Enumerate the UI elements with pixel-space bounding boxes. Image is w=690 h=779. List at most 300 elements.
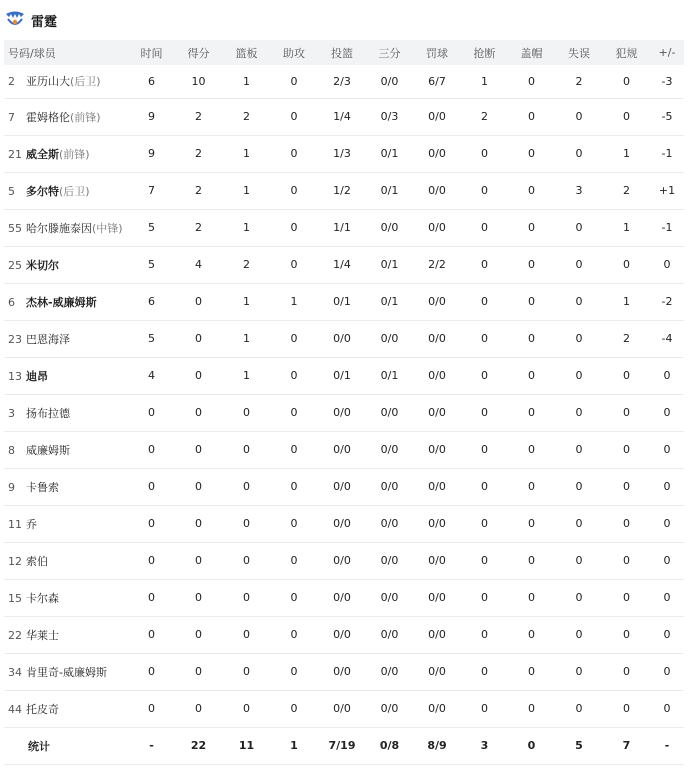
player-cell xyxy=(4,357,129,394)
table-row xyxy=(4,172,684,209)
stat-cell: 0/0 xyxy=(380,591,399,604)
player-name-link[interactable]: 亚历山大 xyxy=(26,75,70,89)
stat-cell: -4 xyxy=(661,332,673,345)
stat-cell: 0/0 xyxy=(333,665,351,678)
stat-cell: 0 xyxy=(623,665,630,678)
stat-cell: 0 xyxy=(528,369,535,382)
player-number: 2 xyxy=(8,75,15,89)
stat-cell: 0 xyxy=(290,665,298,678)
table-row xyxy=(4,246,684,283)
stat-cell: 0 xyxy=(575,628,583,641)
player-cell xyxy=(4,98,129,135)
stat-cell: 9 xyxy=(148,147,155,160)
stat-cell: 0 xyxy=(243,702,250,715)
player-name-link[interactable]: 肯里奇-威廉姆斯 xyxy=(26,665,107,679)
column-header-player[interactable]: 号码/球员 xyxy=(8,46,56,60)
stat-cell: 0 xyxy=(528,591,535,604)
stat-cell: 0 xyxy=(663,554,671,567)
column-header[interactable]: 盖帽 xyxy=(520,46,543,60)
stat-cell: 0 xyxy=(290,258,298,271)
stat-cell: 0 xyxy=(195,295,202,308)
stat-cell: 0 xyxy=(575,258,583,271)
stat-cell: 0/0 xyxy=(428,295,446,308)
stat-cell: -5 xyxy=(661,110,673,123)
stat-cell: 1/1 xyxy=(333,221,351,234)
player-position: (后卫) xyxy=(70,75,101,89)
stat-cell: 0 xyxy=(528,110,535,123)
stat-cell: 1 xyxy=(243,369,250,382)
total-stat-cell: 0/8 xyxy=(379,739,400,752)
stat-cell: 0 xyxy=(575,702,583,715)
player-number: 23 xyxy=(8,332,22,346)
stat-cell: 0 xyxy=(195,665,202,678)
stat-cell: 0 xyxy=(290,480,298,493)
column-header[interactable]: 投篮 xyxy=(331,46,353,60)
stat-cell: 0/1 xyxy=(333,369,351,382)
stat-cell: 1 xyxy=(243,295,250,308)
total-stat-cell: 3 xyxy=(480,739,489,752)
player-name-link[interactable]: 霍姆格伦 xyxy=(26,110,70,124)
stat-cell: 1 xyxy=(481,74,488,88)
stat-cell: 0/1 xyxy=(380,369,399,382)
stat-cell: 0/0 xyxy=(428,665,446,678)
stat-cell: 0 xyxy=(575,332,583,345)
stat-cell: 3 xyxy=(575,184,583,197)
stat-cell: 0/0 xyxy=(333,591,351,604)
stat-cell: 0 xyxy=(663,665,671,678)
stat-cell: 1 xyxy=(290,295,298,308)
stat-cell: -2 xyxy=(661,295,673,308)
stat-cell: 1 xyxy=(623,295,630,308)
stat-cell: 0 xyxy=(481,295,488,308)
table-row xyxy=(4,320,684,357)
stat-cell: 0 xyxy=(195,702,202,715)
table-row xyxy=(4,505,684,542)
stat-cell: 5 xyxy=(148,258,155,271)
player-name-link[interactable]: 哈尔滕施泰因 xyxy=(26,221,92,235)
stat-cell: 0 xyxy=(148,554,155,567)
stat-cell: 0 xyxy=(623,702,630,715)
column-header[interactable]: 罚球 xyxy=(426,46,448,60)
player-number: 9 xyxy=(8,480,15,494)
column-header[interactable]: 时间 xyxy=(140,46,163,60)
total-stat-cell: 22 xyxy=(190,739,207,752)
stat-cell: 0 xyxy=(575,665,583,678)
stat-cell: 0 xyxy=(575,554,583,567)
table-row xyxy=(4,357,684,394)
stat-cell: 0/0 xyxy=(428,332,446,345)
stat-cell: 0 xyxy=(528,665,535,678)
stat-cell: 0 xyxy=(195,406,202,419)
stat-cell: 0 xyxy=(481,258,488,271)
column-header[interactable]: 助攻 xyxy=(283,46,305,60)
stat-cell: 0 xyxy=(195,591,202,604)
stat-cell: 0/3 xyxy=(380,110,399,123)
player-number: 25 xyxy=(8,258,22,272)
table-row xyxy=(4,468,684,505)
stat-cell: 2/2 xyxy=(428,258,446,271)
stat-cell: 2 xyxy=(195,147,202,160)
stat-cell: 0 xyxy=(481,554,488,567)
stat-cell: 0 xyxy=(528,295,535,308)
stat-cell: 0/0 xyxy=(333,517,351,530)
column-header[interactable]: 失误 xyxy=(568,46,590,60)
player-number: 13 xyxy=(8,369,22,383)
stat-cell: 0/0 xyxy=(380,554,399,567)
table-row xyxy=(4,616,684,653)
stat-cell: 0 xyxy=(575,110,583,123)
player-cell xyxy=(4,209,129,246)
stat-cell: 0 xyxy=(195,480,202,493)
stat-cell: 0 xyxy=(575,221,583,234)
total-stat-cell: - xyxy=(664,739,670,752)
stat-cell: 0/0 xyxy=(380,74,399,88)
stat-cell: 0 xyxy=(575,369,583,382)
player-number: 21 xyxy=(8,147,22,161)
stat-cell: 1 xyxy=(243,332,250,345)
stat-cell: 0/0 xyxy=(380,665,399,678)
player-name-link[interactable]: 米切尔 xyxy=(26,258,59,272)
stat-cell: 0 xyxy=(148,702,155,715)
stat-cell: 0 xyxy=(528,332,535,345)
stat-cell: 0 xyxy=(290,221,298,234)
stat-cell: 0 xyxy=(528,628,535,641)
table-header-row xyxy=(4,40,684,65)
stat-cell: 0/0 xyxy=(333,443,351,456)
stat-cell: 0 xyxy=(243,517,250,530)
player-number: 15 xyxy=(8,591,22,605)
stat-cell: 0 xyxy=(481,628,488,641)
stat-cell: 0/0 xyxy=(428,369,446,382)
stat-cell: 0/0 xyxy=(428,147,446,160)
player-cell xyxy=(4,135,129,172)
stat-cell: 10 xyxy=(191,74,206,88)
stat-cell: 0 xyxy=(243,480,250,493)
player-name-link[interactable]: 迪昂 xyxy=(26,369,48,383)
stat-cell: 0/0 xyxy=(428,443,446,456)
table-row xyxy=(4,690,684,727)
stat-cell: 0 xyxy=(623,406,630,419)
stat-cell: 0 xyxy=(663,480,671,493)
stat-cell: 1/3 xyxy=(333,147,351,160)
player-cell xyxy=(4,394,129,431)
stat-cell: 0/0 xyxy=(428,628,446,641)
stat-cell: 0 xyxy=(148,517,155,530)
stat-cell: 2 xyxy=(623,184,630,197)
player-number: 6 xyxy=(8,295,15,309)
player-number: 55 xyxy=(8,221,22,235)
stat-cell: 0 xyxy=(481,480,488,493)
stat-cell: 0 xyxy=(663,443,671,456)
stat-cell: 0/1 xyxy=(380,295,399,308)
table-row xyxy=(4,209,684,246)
stat-cell: 0 xyxy=(290,628,298,641)
table-row xyxy=(4,579,684,616)
stat-cell: 0 xyxy=(243,628,250,641)
total-stat-cell: 1 xyxy=(290,739,298,752)
player-name-link[interactable]: 多尔特 xyxy=(26,184,59,198)
player-cell xyxy=(4,172,129,209)
stat-cell: 0 xyxy=(528,258,535,271)
player-cell xyxy=(4,65,129,98)
player-number: 5 xyxy=(8,184,15,198)
stat-cell: 0/0 xyxy=(380,628,399,641)
stat-cell: 2 xyxy=(243,258,250,271)
stat-cell: 0/0 xyxy=(333,406,351,419)
player-number: 34 xyxy=(8,665,22,679)
player-position: (前锋) xyxy=(70,110,101,124)
stat-cell: 0 xyxy=(575,443,583,456)
stat-cell: 0 xyxy=(290,332,298,345)
totals-label: 统计 xyxy=(28,739,50,753)
team-header xyxy=(0,0,690,38)
stat-cell: 0 xyxy=(528,554,535,567)
table-row xyxy=(4,431,684,468)
stat-cell: 0 xyxy=(290,554,298,567)
player-name-link[interactable]: 华莱士 xyxy=(26,628,59,642)
table-row xyxy=(4,135,684,172)
stat-cell: 0 xyxy=(243,665,250,678)
stat-cell: 0 xyxy=(290,369,298,382)
player-cell xyxy=(4,320,129,357)
stat-cell: 0 xyxy=(481,443,488,456)
stat-cell: 0 xyxy=(528,184,535,197)
stat-cell: 0 xyxy=(663,702,671,715)
stat-cell: 0 xyxy=(290,184,298,197)
stat-cell: 1 xyxy=(243,184,250,197)
stat-cell: 1 xyxy=(623,147,630,160)
stat-cell: 0/0 xyxy=(380,702,399,715)
stat-cell: 0/0 xyxy=(380,480,399,493)
table-row xyxy=(4,283,684,320)
stat-cell: 2 xyxy=(481,110,488,123)
total-stat-cell: 8/9 xyxy=(427,739,447,752)
stat-cell: 0 xyxy=(623,443,630,456)
stat-cell: 0 xyxy=(195,517,202,530)
stat-cell: 2 xyxy=(195,110,202,123)
stat-cell: 0 xyxy=(663,517,671,530)
player-name-link[interactable]: 乔 xyxy=(26,517,37,531)
stat-cell: 9 xyxy=(148,110,155,123)
stat-cell: 0 xyxy=(575,147,583,160)
table-row xyxy=(4,653,684,690)
stat-cell: 0 xyxy=(481,369,488,382)
stat-cell: 0/0 xyxy=(428,406,446,419)
player-name-link[interactable]: 威全斯 xyxy=(26,147,59,161)
stat-cell: 6/7 xyxy=(428,74,446,88)
stat-cell: 6 xyxy=(148,74,155,88)
stat-cell: 0 xyxy=(481,221,488,234)
stat-cell: 0/1 xyxy=(380,258,399,271)
stat-cell: 2 xyxy=(195,184,202,197)
player-position: (后卫) xyxy=(59,184,90,198)
stat-cell: 6 xyxy=(148,295,155,308)
stat-cell: 1/4 xyxy=(333,258,351,271)
stat-cell: 0/0 xyxy=(333,480,351,493)
stat-cell: 0 xyxy=(528,406,535,419)
total-stat-cell: 11 xyxy=(238,739,255,752)
player-name-link[interactable]: 巴恩海泽 xyxy=(26,332,70,346)
stat-cell: 0 xyxy=(575,480,583,493)
stat-cell: 0/0 xyxy=(380,221,399,234)
stat-cell: 0 xyxy=(575,591,583,604)
stat-cell: 0 xyxy=(528,702,535,715)
stat-cell: 0/0 xyxy=(428,554,446,567)
player-cell xyxy=(4,431,129,468)
total-stat-cell: 7/19 xyxy=(328,739,356,752)
player-name-link[interactable]: 卡鲁索 xyxy=(26,480,59,494)
totals-row xyxy=(4,727,684,764)
stat-cell: 0 xyxy=(195,554,202,567)
stat-cell: 0 xyxy=(663,258,671,271)
player-cell xyxy=(4,246,129,283)
stat-cell: 0/0 xyxy=(428,591,446,604)
column-header[interactable]: 得分 xyxy=(187,46,210,60)
stat-cell: 0/0 xyxy=(428,517,446,530)
stat-cell: 4 xyxy=(148,369,155,382)
stat-cell: 2 xyxy=(623,332,630,345)
player-cell xyxy=(4,579,129,616)
stat-cell: 0 xyxy=(243,406,250,419)
stat-cell: 0/0 xyxy=(380,406,399,419)
stat-cell: 0 xyxy=(195,332,202,345)
team-name: 雷霆 xyxy=(31,15,58,30)
boxscore-table xyxy=(4,40,684,765)
stat-cell: 0/0 xyxy=(428,110,446,123)
stat-cell: 0 xyxy=(481,702,488,715)
stat-cell: 0 xyxy=(290,591,298,604)
player-cell xyxy=(4,283,129,320)
player-name-link[interactable]: 扬布拉德 xyxy=(26,406,70,420)
player-number: 11 xyxy=(8,517,22,531)
stat-cell: 2/3 xyxy=(333,74,351,88)
stat-cell: 0 xyxy=(575,517,583,530)
stat-cell: 0 xyxy=(623,480,630,493)
column-header[interactable]: 犯规 xyxy=(615,46,638,60)
player-number: 7 xyxy=(8,110,15,124)
player-cell xyxy=(4,690,129,727)
stat-cell: 0 xyxy=(623,74,630,88)
stat-cell: 0 xyxy=(623,110,630,123)
player-name-link[interactable]: 威廉姆斯 xyxy=(26,443,70,457)
stat-cell: 0 xyxy=(663,628,671,641)
stat-cell: 7 xyxy=(148,184,155,197)
stat-cell: 0/1 xyxy=(380,184,399,197)
player-number: 22 xyxy=(8,628,22,642)
stat-cell: 0 xyxy=(290,74,298,88)
stat-cell: 1/4 xyxy=(333,110,351,123)
stat-cell: 2 xyxy=(195,221,202,234)
column-header[interactable]: 篮板 xyxy=(235,46,258,60)
player-name-link[interactable]: 托皮奇 xyxy=(26,702,59,716)
stat-cell: 0 xyxy=(290,406,298,419)
stat-cell: 1/2 xyxy=(333,184,351,197)
stat-cell: 0/1 xyxy=(380,147,399,160)
stat-cell: 0 xyxy=(623,517,630,530)
player-position: (中锋) xyxy=(92,221,123,235)
table-row xyxy=(4,542,684,579)
stat-cell: 0 xyxy=(148,443,155,456)
total-stat-cell: - xyxy=(149,739,154,752)
stat-cell: 0/0 xyxy=(333,554,351,567)
player-name-link[interactable]: 杰林-威廉姆斯 xyxy=(26,295,97,309)
column-header[interactable]: 抢断 xyxy=(473,46,496,60)
stat-cell: 0 xyxy=(575,406,583,419)
stat-cell: -3 xyxy=(661,74,673,88)
stat-cell: 0 xyxy=(290,517,298,530)
player-name-link[interactable]: 卡尔森 xyxy=(26,591,59,605)
stat-cell: 4 xyxy=(195,258,202,271)
stat-cell: 0 xyxy=(528,480,535,493)
stat-cell: 1 xyxy=(243,147,250,160)
stat-cell: 0 xyxy=(528,517,535,530)
stat-cell: 0 xyxy=(528,221,535,234)
stat-cell: 0 xyxy=(290,147,298,160)
stat-cell: 0 xyxy=(528,147,535,160)
stat-cell: 0 xyxy=(148,406,155,419)
stat-cell: 0/0 xyxy=(380,517,399,530)
player-number: 3 xyxy=(8,406,15,420)
stat-cell: 0/0 xyxy=(333,628,351,641)
total-stat-cell: 0 xyxy=(527,739,536,752)
stat-cell: 0 xyxy=(195,443,202,456)
column-header[interactable]: 三分 xyxy=(378,46,401,60)
column-header[interactable]: +/- xyxy=(658,46,676,59)
stat-cell: 0 xyxy=(290,702,298,715)
player-number: 8 xyxy=(8,443,15,457)
player-cell xyxy=(4,468,129,505)
player-cell xyxy=(4,653,129,690)
stat-cell: 0 xyxy=(148,628,155,641)
stat-cell: -1 xyxy=(661,147,673,160)
stat-cell: 0 xyxy=(528,74,535,88)
stat-cell: 0 xyxy=(148,480,155,493)
stat-cell: 0 xyxy=(243,591,250,604)
player-number: 12 xyxy=(8,554,22,568)
player-cell xyxy=(4,542,129,579)
stat-cell: 0 xyxy=(528,443,535,456)
stat-cell: 0/0 xyxy=(380,443,399,456)
stat-cell: 1 xyxy=(243,221,250,234)
stat-cell: 0 xyxy=(481,147,488,160)
stat-cell: 2 xyxy=(575,74,583,88)
stat-cell: 0 xyxy=(481,517,488,530)
player-number: 44 xyxy=(8,702,22,716)
stat-cell: 0 xyxy=(575,295,583,308)
total-stat-cell: 5 xyxy=(575,739,583,752)
player-cell xyxy=(4,505,129,542)
stat-cell: 0 xyxy=(663,406,671,419)
stat-cell: 0 xyxy=(481,332,488,345)
table-row xyxy=(4,98,684,135)
stat-cell: 0/0 xyxy=(333,702,351,715)
stat-cell: 0 xyxy=(290,110,298,123)
stat-cell: 0/0 xyxy=(333,332,351,345)
stat-cell: 0 xyxy=(148,591,155,604)
stat-cell: 0/0 xyxy=(428,702,446,715)
stat-cell: 0 xyxy=(623,591,630,604)
stat-cell: 0/0 xyxy=(428,480,446,493)
total-stat-cell: 7 xyxy=(622,739,631,752)
stat-cell: 0 xyxy=(148,665,155,678)
stat-cell: 0 xyxy=(623,369,630,382)
player-name-link[interactable]: 索伯 xyxy=(26,554,48,568)
thunder-logo-icon xyxy=(4,8,26,30)
stat-cell: 0 xyxy=(243,443,250,456)
table-row xyxy=(4,394,684,431)
stat-cell: 0/1 xyxy=(333,295,351,308)
stat-cell: 5 xyxy=(148,221,155,234)
